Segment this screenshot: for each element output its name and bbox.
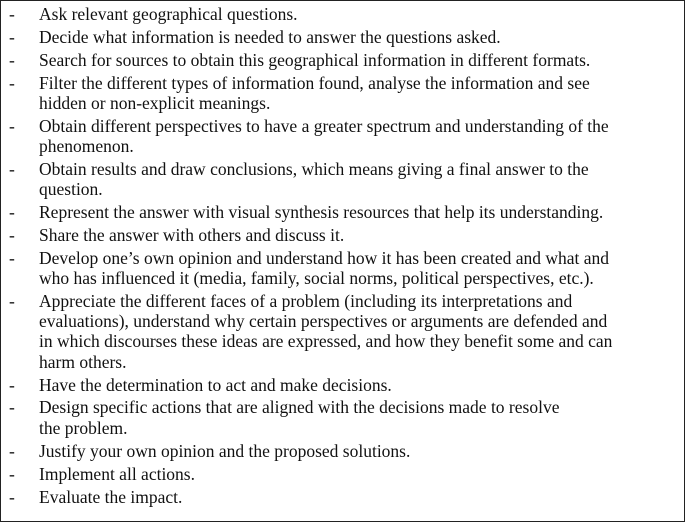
dash-bullet: - bbox=[9, 49, 15, 70]
list-item-text: Implement all actions. bbox=[39, 463, 195, 484]
list-item-text: Design specific actions that are aligned with the decisions made to resolve bbox=[39, 397, 560, 418]
list-item-text: Justify your own opinion and the proposed solutions. bbox=[39, 440, 411, 461]
list-item bbox=[1, 4, 684, 24]
list-item-text: Decide what information is needed to answer the questions asked. bbox=[39, 26, 501, 47]
list-item bbox=[1, 73, 684, 113]
list-item bbox=[1, 27, 684, 47]
list-item-text: evaluations), understand why certain perspectives or arguments are defended and bbox=[39, 311, 608, 332]
dash-bullet: - bbox=[9, 397, 15, 418]
dash-bullet: - bbox=[9, 486, 15, 507]
list-item bbox=[1, 464, 684, 484]
dash-bullet: - bbox=[9, 374, 15, 395]
list-item bbox=[1, 225, 684, 245]
list-item-text: Ask relevant geographical questions. bbox=[39, 4, 298, 24]
list-item bbox=[1, 375, 684, 395]
dash-bullet: - bbox=[9, 463, 15, 484]
list-item bbox=[1, 116, 684, 156]
dash-bullet: - bbox=[9, 225, 15, 246]
list-item-text: the problem. bbox=[39, 417, 128, 438]
list-item-text: Evaluate the impact. bbox=[39, 486, 183, 507]
dash-bullet: - bbox=[9, 72, 15, 93]
dash-bullet: - bbox=[9, 202, 15, 223]
list-item bbox=[1, 50, 684, 70]
list-item-text: Have the determination to act and make decisions. bbox=[39, 374, 392, 395]
list-item bbox=[1, 202, 684, 222]
list-item-text: Search for sources to obtain this geographical information in different formats. bbox=[39, 49, 591, 70]
list-item bbox=[1, 291, 684, 371]
list-item-text: Appreciate the different faces of a problem (including its interpretations and bbox=[39, 291, 573, 312]
list-item-text: Represent the answer with visual synthesis resources that help its understanding. bbox=[39, 202, 604, 223]
action-steps-list bbox=[1, 4, 684, 510]
list-item-text: phenomenon. bbox=[39, 136, 134, 157]
list-item bbox=[1, 441, 684, 461]
list-item-text: harm others. bbox=[39, 351, 127, 372]
dash-bullet: - bbox=[9, 116, 15, 137]
list-item bbox=[1, 487, 684, 507]
dash-bullet: - bbox=[9, 248, 15, 269]
list-item-text: hidden or non-explicit meanings. bbox=[39, 93, 271, 114]
dash-bullet: - bbox=[9, 291, 15, 312]
list-item-text: Filter the different types of information found, analyse the information and see bbox=[39, 72, 590, 93]
list-item-text: Share the answer with others and discuss it. bbox=[39, 225, 345, 246]
dash-bullet: - bbox=[9, 26, 15, 47]
list-item-text: Obtain results and draw conclusions, which means giving a final answer to the bbox=[39, 159, 589, 180]
list-item-text: question. bbox=[39, 179, 103, 200]
dash-bullet: - bbox=[9, 4, 15, 24]
list-item bbox=[1, 159, 684, 199]
list-item-text: in which discourses these ideas are expressed, and how they benefit some and can bbox=[39, 331, 613, 352]
list-item-text: Develop one’s own opinion and understand how it has been created and what and bbox=[39, 248, 610, 269]
dash-bullet: - bbox=[9, 440, 15, 461]
list-item bbox=[1, 397, 684, 437]
dash-bullet: - bbox=[9, 159, 15, 180]
list-item-text: who has influenced it (media, family, social norms, political perspectives, etc.). bbox=[39, 268, 594, 289]
list-item-text: Obtain different perspectives to have a greater spectrum and understanding of the bbox=[39, 116, 609, 137]
list-item bbox=[1, 248, 684, 288]
